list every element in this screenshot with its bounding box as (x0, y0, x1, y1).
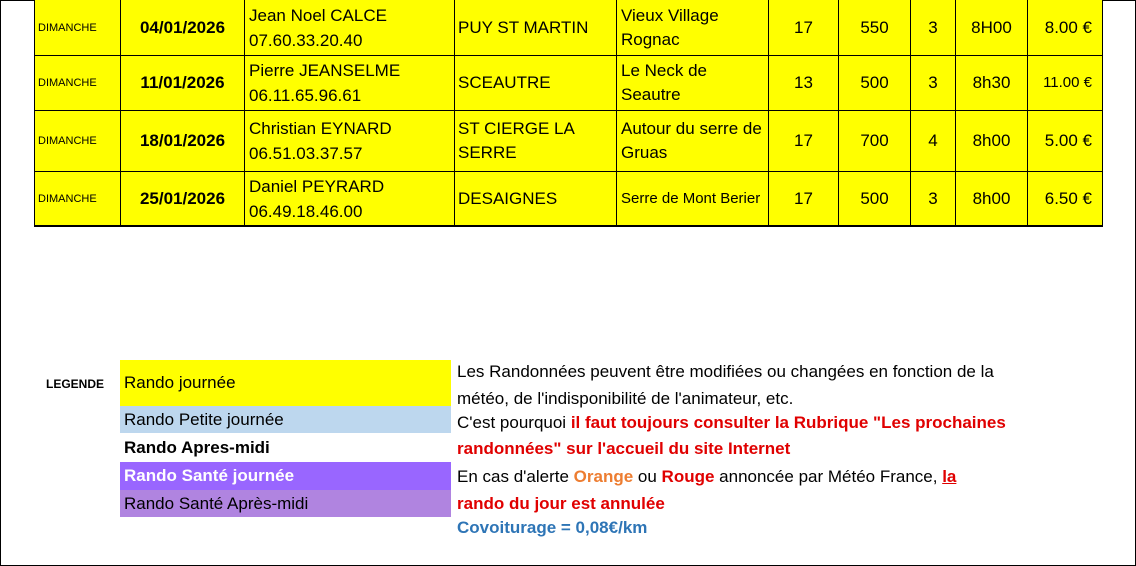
legend-item-rando-sante-apres-midi (120, 490, 451, 517)
date-cell: 04/01/2026 (121, 0, 245, 56)
denivele-cell: 500 (839, 56, 911, 111)
alert-red-text: Rouge (661, 467, 715, 486)
legend-item-label: Rando Santé Après-midi (124, 493, 309, 513)
niveau-cell: 4 (911, 111, 956, 172)
legend-item-label: Rando journée (124, 373, 236, 392)
circuit-cell: Serre de Mont Berier (617, 172, 769, 227)
note-line-6 (457, 490, 665, 517)
legend-item-label: Rando Apres-midi (124, 437, 270, 457)
alert-orange-text: Orange (573, 467, 634, 486)
note-warning-text: rando du jour est annulée (457, 494, 665, 513)
circuit-cell: Le Neck de Seautre (617, 56, 769, 111)
guide-name: Jean Noel CALCE (249, 5, 387, 25)
denivele-cell: 700 (839, 111, 911, 172)
note-text: ou (633, 467, 662, 486)
guide-cell (245, 0, 455, 56)
table-row (35, 0, 1103, 56)
lieu-cell: ST CIERGE LA SERRE (455, 111, 617, 172)
note-text: C'est pourquoi (457, 413, 571, 432)
note-line-5 (457, 463, 956, 490)
note-warning-text: randonnées" sur l'accueil du site Internet (457, 439, 791, 458)
legend-title: LEGENDE (46, 377, 105, 391)
guide-name: Pierre JEANSELME (249, 61, 401, 80)
day-cell: DIMANCHE (35, 111, 121, 172)
guide-phone: 07.60.33.20.40 (249, 30, 363, 50)
legend-item-label: Rando Petite journée (124, 409, 284, 429)
denivele-cell: 550 (839, 0, 911, 56)
table-row (35, 111, 1103, 172)
lieu-cell: DESAIGNES (455, 172, 617, 227)
guide-phone: 06.11.65.96.61 (249, 86, 362, 105)
note-line-2: météo, de l'indisponibilité de l'animateur, etc. (457, 389, 794, 408)
note-warning-text: il faut toujours consulter la Rubrique "Les prochaines (570, 413, 1006, 432)
lieu-cell: SCEAUTRE (455, 56, 617, 111)
guide-cell (245, 111, 455, 172)
guide-cell (245, 56, 455, 111)
heure-cell: 8h30 (956, 56, 1028, 111)
niveau-cell: 3 (911, 0, 956, 56)
legend-item-rando-apres-midi (120, 433, 451, 462)
covoiturage-text: Covoiturage = 0,08€/km (457, 518, 648, 537)
schedule-table (34, 0, 1103, 227)
date-cell: 18/01/2026 (121, 111, 245, 172)
km-cell: 13 (769, 56, 839, 111)
circuit-cell: Autour du serre de Gruas (617, 111, 769, 172)
legend-item-rando-sante-journee (120, 462, 451, 490)
guide-phone: 06.49.18.46.00 (249, 201, 363, 221)
km-cell: 17 (769, 111, 839, 172)
heure-cell: 8h00 (956, 111, 1028, 172)
note-line-3 (457, 409, 1006, 436)
lieu-cell: PUY ST MARTIN (455, 0, 617, 56)
legend-item-rando-petite-journee (120, 406, 451, 433)
guide-name: Christian EYNARD (249, 119, 392, 138)
table-row (35, 172, 1103, 227)
heure-cell: 8h00 (956, 172, 1028, 227)
legend-item-rando-journee (120, 360, 451, 406)
niveau-cell: 3 (911, 172, 956, 227)
prix-cell: 6.50 € (1028, 172, 1103, 227)
day-cell: DIMANCHE (35, 56, 121, 111)
niveau-cell: 3 (911, 56, 956, 111)
guide-phone: 06.51.03.37.57 (249, 144, 363, 163)
denivele-cell: 500 (839, 172, 911, 227)
note-underlined-text: la (942, 467, 957, 486)
prix-cell: 5.00 € (1028, 111, 1103, 172)
day-cell: DIMANCHE (35, 0, 121, 56)
guide-cell (245, 172, 455, 227)
note-line-1: Les Randonnées peuvent être modifiées ou changées en fonction de la (457, 362, 994, 381)
prix-cell: 11.00 € (1028, 56, 1103, 111)
km-cell: 17 (769, 0, 839, 56)
date-cell: 11/01/2026 (121, 56, 245, 111)
day-cell: DIMANCHE (35, 172, 121, 227)
date-cell: 25/01/2026 (121, 172, 245, 227)
note-text: annoncée par Météo France, (714, 467, 943, 486)
covoiturage-note (457, 514, 647, 541)
prix-cell: 8.00 € (1028, 0, 1103, 56)
guide-name: Daniel PEYRARD (249, 176, 385, 196)
circuit-cell: Vieux Village Rognac (617, 0, 769, 56)
table-row (35, 56, 1103, 111)
km-cell: 17 (769, 172, 839, 227)
note-line-4 (457, 435, 790, 462)
note-text: En cas d'alerte (457, 467, 574, 486)
heure-cell: 8H00 (956, 0, 1028, 56)
legend-item-label: Rando Santé journée (124, 466, 295, 485)
